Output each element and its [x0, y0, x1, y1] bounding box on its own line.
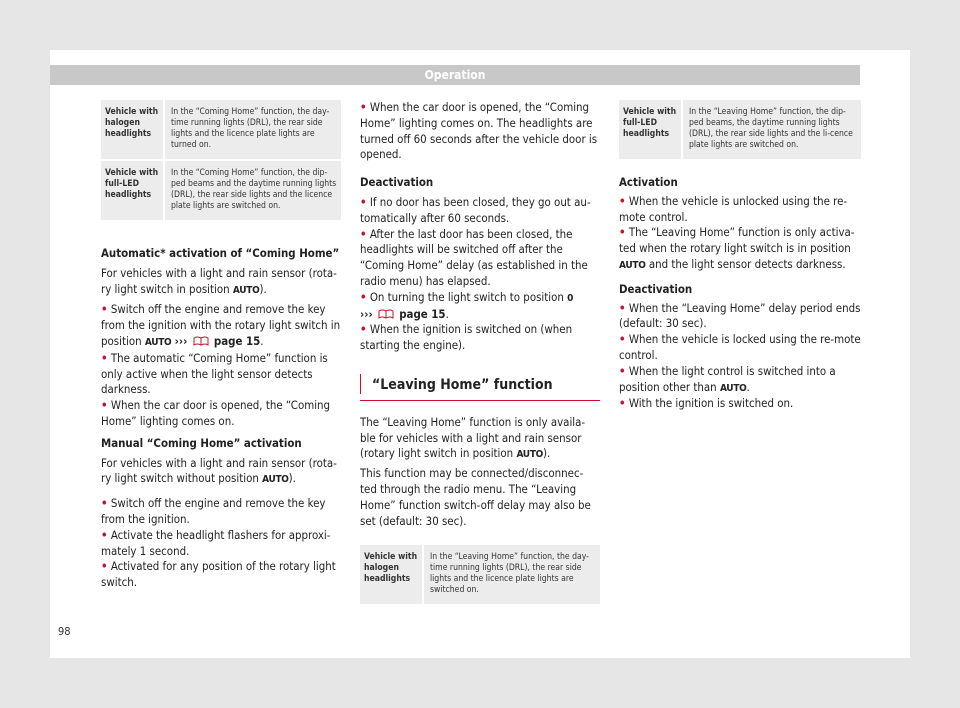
list-item: • When the vehicle is locked using the re-mote control.: [619, 332, 861, 362]
table-description: In the “Leaving Home” function, the dip-ped beams, the daytime running lights (DRL), the rear side lights and the li-cence plate lights are switched on.: [682, 100, 861, 159]
column-2: [360, 100, 600, 604]
leaving-home-intro: The “Leaving Home” function is only availa-ble for vehicles with a light and rain sensor (rotary light switch in position AUTO).: [360, 414, 586, 461]
book-icon: [193, 336, 209, 346]
list-item: • When the ignition is switched on (when starting the engine).: [360, 322, 573, 353]
auto-symbol: AUTO: [232, 284, 260, 296]
leaving-home-section-title: “Leaving Home” function: [360, 378, 600, 401]
reference-arrow: ›››: [174, 333, 188, 348]
page-number: 98: [58, 625, 71, 638]
list-item: • When the “Leaving Home” delay period ends (default: 30 sec).: [619, 300, 861, 331]
table-description: In the “Coming Home” function, the day-time running lights (DRL), the rear side lights and the licence plate lights are turned on.: [164, 100, 341, 160]
table-row: [101, 160, 341, 220]
list-item: • The “Leaving Home” function is only activa-ted when the rotary light switch is in position AUTO and the light sensor detects darkness.: [619, 225, 855, 271]
list-item: • After the last door has been closed, the headlights will be switched off after the “Coming Home” delay (as established in the radio menu) has elapsed.: [360, 226, 588, 288]
table-row: [101, 100, 341, 160]
auto-activation-intro: For vehicles with a light and rain sensor (rota-ry light switch in position AUTO).: [101, 265, 337, 296]
list-item: • Switch off the engine and remove the key from the ignition with the rotary light switch in position AUTO ››› page 15.: [101, 302, 341, 348]
deactivation-heading: Deactivation: [619, 281, 693, 296]
list-item: • Activate the headlight flashers for approxi-mately 1 second.: [101, 527, 331, 558]
book-icon: [378, 309, 394, 319]
manual-activation-intro: For vehicles with a light and rain sensor (rota-ry light switch without position AUTO).: [101, 455, 337, 486]
column-3: [619, 100, 861, 412]
table-description: In the “Leaving Home” function, the day-time running lights (DRL), the rear side lights and the licence plate lights are switched on.: [423, 545, 600, 604]
list-item: • With the ignition is switched on.: [619, 396, 794, 411]
auto-symbol: AUTO: [262, 474, 289, 486]
auto-symbol: AUTO: [516, 449, 543, 461]
leaving-home-led-table: [619, 100, 861, 159]
list-item: • Switch off the engine and remove the key from the ignition.: [101, 496, 326, 526]
list-item: • When the car door is opened, the “Coming Home” lighting comes on.: [101, 398, 331, 428]
auto-activation-heading: Automatic* activation of “Coming Home”: [101, 246, 340, 260]
list-item: • When the car door is opened, the “Coming Home” lighting comes on. The headlights are turned off 60 seconds after the vehicle door is opened.: [360, 100, 598, 162]
list-item: • When the vehicle is unlocked using the re-mote control.: [619, 193, 848, 224]
auto-symbol: AUTO: [144, 336, 172, 348]
list-item: • If no door has been closed, they go out au-tomatically after 60 seconds.: [360, 194, 591, 225]
list-item: • When the light control is switched into a position other than AUTO.: [619, 363, 836, 394]
list-item: • On turning the light switch to position 0 ››› page 15.: [360, 289, 574, 321]
zero-symbol: 0: [567, 292, 574, 304]
column-1: [101, 100, 341, 591]
list-item: • The automatic “Coming Home” function is only active when the light sensor detects darkness.: [101, 350, 328, 397]
table-description: In the “Coming Home” function, the dip-ped beams and the daytime running lights (DRL), the rear side lights and the licence plate lights are switched on.: [164, 160, 341, 220]
page-15-link[interactable]: page 15: [399, 306, 446, 321]
list-item: • Activated for any position of the rotary light switch.: [101, 559, 336, 590]
table-label: Vehicle with full-LED headlights: [101, 160, 164, 220]
header-title: Operation: [424, 68, 486, 82]
reference-arrow: ›››: [360, 306, 373, 321]
leaving-home-halogen-table: [360, 545, 600, 604]
table-label: Vehicle with halogen headlights: [360, 545, 423, 604]
table-label: Vehicle with full-LED headlights: [619, 100, 682, 159]
page-15-link[interactable]: page 15: [213, 333, 261, 348]
table-label: Vehicle with halogen headlights: [101, 100, 164, 160]
coming-home-lights-table: [101, 100, 341, 220]
deactivation-heading: Deactivation: [360, 175, 434, 190]
page-header: [50, 65, 860, 85]
activation-heading: Activation: [619, 175, 678, 189]
auto-symbol: AUTO: [619, 259, 646, 271]
table-row: [619, 100, 861, 159]
table-row: [360, 545, 600, 604]
leaving-home-settings: This function may be connected/disconnec-ted through the radio menu. The “Leaving Home” function switch-off delay may also be set (default: 30 sec).: [360, 466, 591, 528]
manual-activation-heading: Manual “Coming Home” activation: [101, 435, 302, 450]
auto-symbol: AUTO: [719, 382, 747, 394]
